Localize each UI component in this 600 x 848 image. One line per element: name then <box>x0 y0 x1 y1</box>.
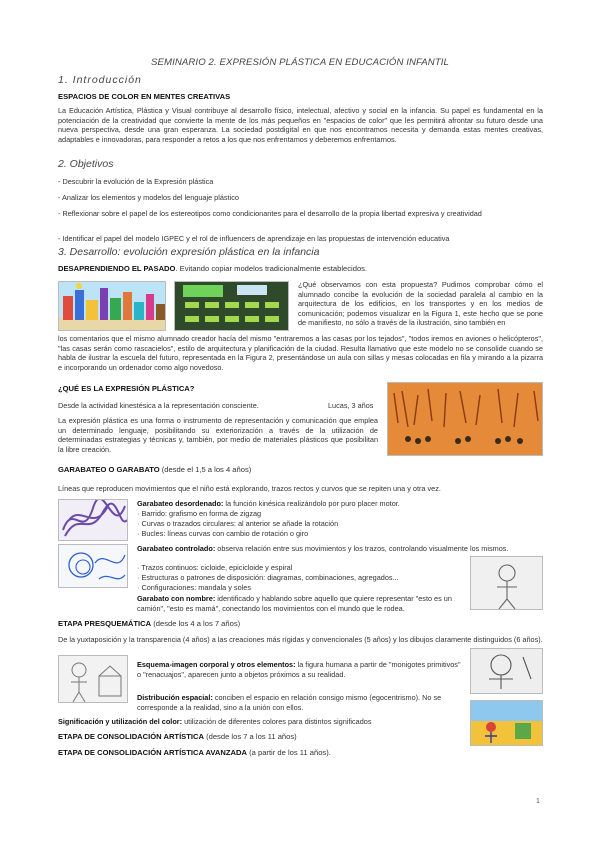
blue-scribble-illustration <box>59 545 128 588</box>
figure-1-city-drawing <box>58 281 166 331</box>
presquematica-title: ETAPA PRESQUEMÁTICA <box>58 619 152 628</box>
desordenado-line <box>137 499 543 509</box>
controlado-desc: observa relación entre sus movimientos y los trazos, controlando visualmente los mismos. <box>215 544 509 553</box>
garabateo-heading <box>58 465 251 475</box>
desaprendiendo-line <box>58 264 367 274</box>
nombre-line <box>137 594 459 613</box>
desaprendiendo-full-paragraph: los comentarios que el mismo alumnado creador hacía del mismo "entraremos a las casas por los tejados", "todos iremos en aviones o helicópteros", "las casas serán como rascacielos", estilo de arquitectura y planificación de la ciudad. Resulta llamativo que este modelo no se consolide cuando se habla de ilustrar la escuela del futuro, representada en la Figura 2, presentándose un aula con sillas y mesas colocadas en fila y mirando a la pizarra e incorporando un ordenador como algo novedoso. <box>58 334 543 372</box>
lucas-drawing-illustration <box>388 383 543 456</box>
document-title: SEMINARIO 2. EXPRESIÓN PLÁSTICA EN EDUCACIÓN INFANTIL <box>151 57 449 68</box>
consolidacion-avanzada-heading <box>58 748 331 758</box>
esquema-title: Esquema-imagen corporal y otros elementos: <box>137 660 296 669</box>
que-es-title: ¿QUÉ ES LA EXPRESIÓN PLÁSTICA? <box>58 384 195 393</box>
nombre-desc: identificado y hablando sobre aquello que quiere representar "esto es un camión", "esto es mamá", conectando los movimientos con el mundo que le rodea. <box>137 594 452 613</box>
classroom-drawing-illustration <box>175 282 289 331</box>
desordenado-desc: la función kinésica realizándolo por puro placer motor. <box>223 499 400 508</box>
color-scheme-image <box>470 700 543 746</box>
section-1-paragraph: La Educación Artística, Plástica y Visual contribuye al desarrollo físico, intelectual, afectivo y social en la infancia. Su papel es fundamental en la potenciación de la creatividad que convierte la mente de los más pequeños en "espacios de color" que les permitirá afrontar su futuro desde una nueva perspectiva, desde una gran esperanza. La sociedad postdigital en que nos encontramos necesita y demanda estas mentes creativas, adaptables e innovadoras, para responder a retos a los que nos enfrentamos y deberemos enfrentarnos. <box>58 106 543 144</box>
named-scribble-image <box>470 556 543 610</box>
significacion-desc: utilización de diferentes colores para distintos significados <box>182 717 372 726</box>
esquema-desc: la figura humana a partir de "monigotes primitivos" o "renacuajos", aparecen junto a objetos próximos a su realidad. <box>137 660 461 679</box>
garabateo-intro: Líneas que reproducen movimientos que el niño está explorando, trazos rectos y curvos que se repiten una y otra vez. <box>58 484 441 493</box>
garabateo-title: GARABATEO O GARABATO <box>58 465 160 474</box>
consolidacion-age: (desde los 7 a los 11 años) <box>203 732 297 741</box>
body-scheme-illustration <box>471 649 543 694</box>
que-es-line: Desde la actividad kinestésica a la representación consciente. <box>58 401 259 410</box>
presquematica-age: (desde los 4 a los 7 años) <box>151 619 241 628</box>
desaprendiendo-title: DESAPRENDIENDO EL PASADO <box>58 264 176 273</box>
nombre-title: Garabato con nombre: <box>137 594 216 603</box>
desaprendiendo-subtitle: . Evitando copiar modelos tradicionalmente establecidos. <box>175 264 368 273</box>
esquema-line <box>137 660 462 679</box>
consolidacion-avanzada-age: (a partir de los 11 años). <box>247 748 331 757</box>
desordenado-item: · Curvas o trazados circulares: al anterior se añade la rotación <box>137 519 339 528</box>
desordenado-title: Garabateo desordenado: <box>137 499 224 508</box>
controlado-item: · Estructuras o patrones de disposición: diagramas, combinaciones, agregados... <box>137 573 399 582</box>
desordenado-item: · Bucles: líneas curvas con cambio de rotación o giro <box>137 529 309 538</box>
desordenado-item: · Barrido: grafismo en forma de zigzag <box>137 509 262 518</box>
section-1-heading: 1. Introducción <box>58 74 142 86</box>
que-es-paragraph: La expresión plástica es una forma o instrumento de representación y comunicación que emplea un determinado lenguaje, posibilitando su exteriorización a través de la utilización de determinadas estrategias y técnicas y, también, por medio de materiales plásticos que posibilitan la libre creación. <box>58 416 378 454</box>
significacion-line <box>58 717 468 727</box>
section-3-heading: 3. Desarrollo: evolución expresión plástica en la infancia <box>58 246 320 258</box>
presquematica-sketch-image <box>58 655 128 703</box>
significacion-title: Significación y utilización del color: <box>58 717 183 726</box>
section-2-heading: 2. Objetivos <box>58 158 114 170</box>
controlado-item: · Trazos continuos: cicloide, epicicloide y espiral <box>137 563 293 572</box>
desaprendiendo-side-paragraph: ¿Qué observamos con esta propuesta? Pudimos comprobar cómo el alumnado concibe la evolución de la sociedad paralela al cambio en la arquitectura de los edificios, en los transportes y en los medios de comunicación; podemos visualizar en la Figura 1, este hecho que se pone de manifiesto, no sólo a través de la ilustración, sino también en <box>298 280 543 328</box>
color-scheme-illustration <box>471 701 543 746</box>
objective-item: - Reflexionar sobre el papel de los estereotipos como condicionantes para el desarrollo de la propia libertad expresiva y creatividad <box>58 209 482 218</box>
garabateo-age: (desde el 1,5 a los 4 años) <box>159 465 252 474</box>
presquematica-intro: De la yuxtaposición y la transparencia (4 años) a las creaciones más rígidas y convencionales (5 años) y los dibujos claramente distinguidos (6 años). <box>58 635 543 644</box>
presquematica-heading <box>58 619 240 629</box>
page-number: 1 <box>536 798 540 805</box>
objective-item: - Analizar los elementos y modelos del lenguaje plástico <box>58 193 239 202</box>
controlado-line <box>137 544 543 554</box>
que-es-caption: Lucas, 3 años <box>328 401 374 410</box>
named-scribble-illustration <box>471 557 543 610</box>
purple-scribble-illustration <box>59 500 128 541</box>
city-drawing-illustration <box>59 282 166 331</box>
controlado-title: Garabateo controlado: <box>137 544 216 553</box>
distribucion-line <box>137 693 462 712</box>
scribble-purple-image <box>58 499 128 541</box>
consolidacion-title: ETAPA DE CONSOLIDACIÓN ARTÍSTICA <box>58 732 204 741</box>
figure-2-classroom-drawing <box>174 281 289 331</box>
distribucion-desc: conciben el espacio en relación consigo mismo (egocentrismo). No se corresponde a la realidad, sino a la unión con ellos. <box>137 693 442 712</box>
consolidacion-heading <box>58 732 297 742</box>
presquematica-sketch-illustration <box>59 656 128 703</box>
distribucion-title: Distribución espacial: <box>137 693 213 702</box>
objective-item: - Descubrir la evolución de la Expresión plástica <box>58 177 214 186</box>
section-1-subheading: ESPACIOS DE COLOR EN MENTES CREATIVAS <box>58 92 231 101</box>
scribble-blue-image <box>58 544 128 588</box>
lucas-drawing <box>387 382 543 456</box>
consolidacion-avanzada-title: ETAPA DE CONSOLIDACIÓN ARTÍSTICA AVANZADA <box>58 748 247 757</box>
objective-item: - Identificar el papel del modelo IGPEC y el rol de influencers de aprendizaje en las propuestas de intervención educativa <box>58 234 450 243</box>
body-scheme-image <box>470 648 543 694</box>
controlado-item: · Configuraciones: mandala y soles <box>137 583 251 592</box>
